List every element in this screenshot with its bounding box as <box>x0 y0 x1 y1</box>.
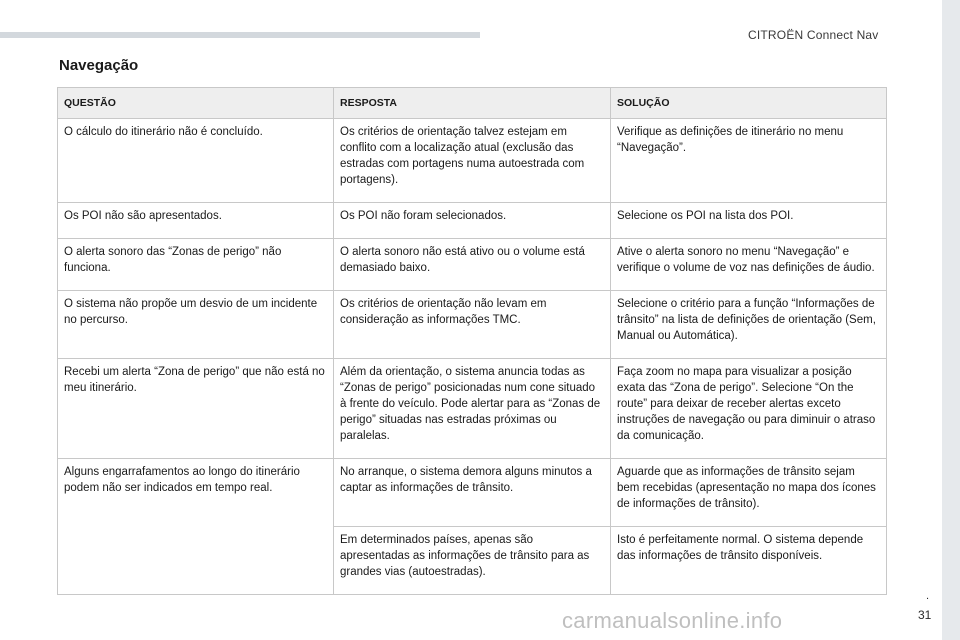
side-strip <box>942 0 960 640</box>
troubleshooting-table <box>57 87 887 595</box>
question-cell: Os POI não são apresentados. <box>58 203 334 239</box>
answer-cell: Além da orientação, o sistema anuncia todas as “Zonas de perigo” posicionadas num cone situado à frente do veículo. Pode alertar para as “Zonas de perigo” situadas nas estradas próximas ou paralelas. <box>334 359 611 459</box>
table-row <box>58 359 887 459</box>
answer-cell: Em determinados países, apenas são apresentadas as informações de trânsito para as grandes vias (autoestradas). <box>334 527 611 595</box>
table-row <box>58 239 887 291</box>
answer-cell: O alerta sonoro não está ativo ou o volume está demasiado baixo. <box>334 239 611 291</box>
question-cell: Alguns engarrafamentos ao longo do itinerário podem não ser indicados em tempo real. <box>58 459 334 595</box>
solution-cell: Verifique as definições de itinerário no menu “Navegação”. <box>611 119 887 203</box>
question-cell: O sistema não propõe um desvio de um incidente no percurso. <box>58 291 334 359</box>
brand-title: CITROËN Connect Nav <box>748 28 879 42</box>
column-header-solution: SOLUÇÃO <box>611 88 887 119</box>
header-rule <box>0 32 480 38</box>
solution-cell: Selecione os POI na lista dos POI. <box>611 203 887 239</box>
answer-cell: Os critérios de orientação não levam em consideração as informações TMC. <box>334 291 611 359</box>
solution-cell: Aguarde que as informações de trânsito sejam bem recebidas (apresentação no mapa dos ícones de informações de trânsito). <box>611 459 887 527</box>
column-header-question: QUESTÃO <box>58 88 334 119</box>
table-row <box>58 203 887 239</box>
question-cell: O alerta sonoro das “Zonas de perigo” não funciona. <box>58 239 334 291</box>
watermark: carmanualsonline.info <box>562 608 783 633</box>
solution-cell: Selecione o critério para a função “Informações de trânsito” na lista de definições de orientação (Sem, Manual ou Automática). <box>611 291 887 359</box>
table-row <box>58 459 887 527</box>
question-cell: O cálculo do itinerário não é concluído. <box>58 119 334 203</box>
answer-cell: Os critérios de orientação talvez estejam em conflito com a localização atual (exclusão das estradas com portagens numa autoestrada com portagens). <box>334 119 611 203</box>
solution-cell: Isto é perfeitamente normal. O sistema depende das informações de trânsito disponíveis. <box>611 527 887 595</box>
page-number: 31 <box>918 608 932 622</box>
answer-cell: Os POI não foram selecionados. <box>334 203 611 239</box>
column-header-answer: RESPOSTA <box>334 88 611 119</box>
table-header-row <box>58 88 887 119</box>
question-cell: Recebi um alerta “Zona de perigo” que não está no meu itinerário. <box>58 359 334 459</box>
solution-cell: Faça zoom no mapa para visualizar a posição exata das “Zona de perigo”. Selecione “On the route” para deixar de receber alertas exceto instruções de navegação ou para diminuir o atraso da comunicação. <box>611 359 887 459</box>
section-title: Navegação <box>59 57 139 74</box>
solution-cell: Ative o alerta sonoro no menu “Navegação” e verifique o volume de voz nas definições de áudio. <box>611 239 887 291</box>
answer-cell: No arranque, o sistema demora alguns minutos a captar as informações de trânsito. <box>334 459 611 527</box>
table-row <box>58 291 887 359</box>
table-row <box>58 119 887 203</box>
page-dot: . <box>926 590 930 602</box>
